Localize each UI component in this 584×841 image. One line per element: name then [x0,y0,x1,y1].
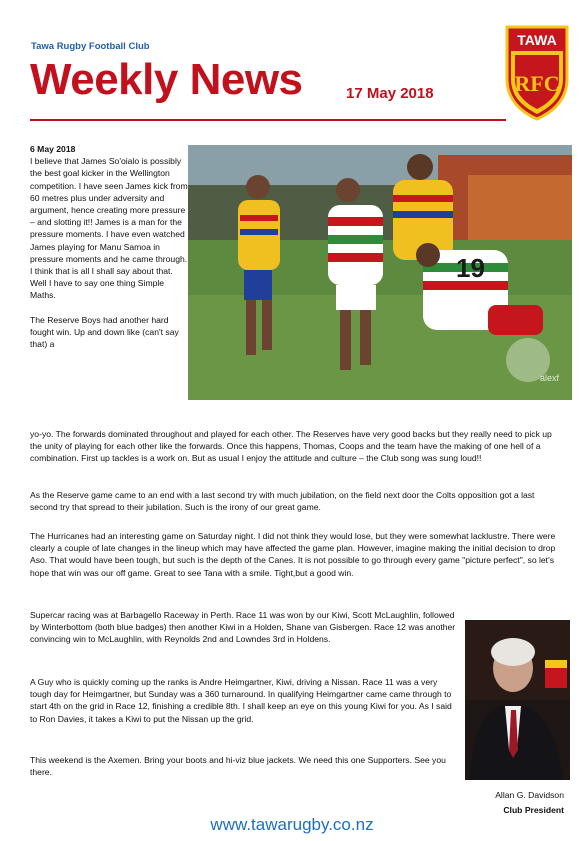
article-paragraph-7: This weekend is the Axemen. Bring your boots and hi-viz blue jackets. We need this one Supporters. See you there. [30,755,446,778]
club-logo [505,25,569,121]
article-paragraph-2-rest: yo-yo. The forwards dominated throughout and played for each other. The Reserves have very good backs but they really need to pick up the unity of playing for each other like the forwards. Once this happens, Thomas, Coops and the team have the making of one hell of a combination. First up tackles is a work on. But as usual I enjoy the attitude and culture – the Club song was sung loud!! [30,429,552,464]
article-paragraph-4: The Hurricanes had an interesting game on Saturday night. I did not think they would lose, but they were somewhat lacklustre. There were clearly a couple of late changes in the lineup which may have affected the game plan. However, imagine making the initial decision to drop Aso. That would have been tough, but such is the depth of the Canes. It is not possible to go through every game "picture perfect", so let's hope that win was our off game. Great to see Tana with a smile. Tight,but a good win. [30,531,556,578]
logo-bottom-text: RFC [514,71,560,96]
article-paragraph-1: I believe that James So'oialo is possibly the best goal kicker in the Wellington competition. I have seen James kick from 60 metres plus under adversity and argument, hence creating more pressure – and slotting it!! James is a man for the pressure moments. I have even watched James playing for Manu Samoa in pressure moments and he came through. I think that is all I shall say about that. Well I have to say one thing Simple Maths. [30,156,188,301]
article-column-left [30,143,188,350]
article-paragraph-3: As the Reserve game came to an end with a last second try with much jubilation, on the field next door the Colts opposition got a last second try that spread to their jubilation. Such is the irony of our great game. [30,490,535,513]
issue-date: 17 May 2018 [346,85,434,102]
author-role: Club President [503,805,564,815]
logo-top-text: TAWA [517,32,557,48]
article-paragraph-2-lead: The Reserve Boys had another hard fought win. Up and down like (can't say that) a [30,314,179,350]
author-name: Allan G. Davidson [495,790,564,800]
article-dateline: 6 May 2018 [30,144,76,154]
article-paragraph-6: A Guy who is quickly coming up the ranks is Andre Heimgartner, Kiwi, driving a Nissan. Race 11 was a very tough day for Heimgartner, but Sunday was a 360 turnaround. In qualifying Heimgartner came came through to start 4th on the grid in Race 12, finishing a credible 8th. I shall keep an eye on this young Kiwi for you. As I said to Ron Davies, it takes a Kiwi to put the Nissan up the grid. [30,677,452,724]
page-title: Weekly News [30,55,303,104]
author-portrait-photo [465,620,570,780]
header-rule [30,119,506,121]
photo-watermark: alexf [540,373,560,383]
website-link[interactable]: www.tawarugby.co.nz [210,815,374,834]
rugby-action-photo [188,145,572,400]
article-paragraph-5: Supercar racing was at Barbagello Raceway in Perth. Race 11 was won by our Kiwi, Scott McLaughlin, followed by Winterbottom (both blue badges) then another Kiwi in a Holden, Shane van Gisbergen. Race 12 was another convincing win to McLaughlin, with Reynolds 2nd and Lowndes 3rd in Holdens. [30,610,456,645]
jersey-number: 19 [456,253,485,283]
club-name: Tawa Rugby Football Club [31,41,150,52]
